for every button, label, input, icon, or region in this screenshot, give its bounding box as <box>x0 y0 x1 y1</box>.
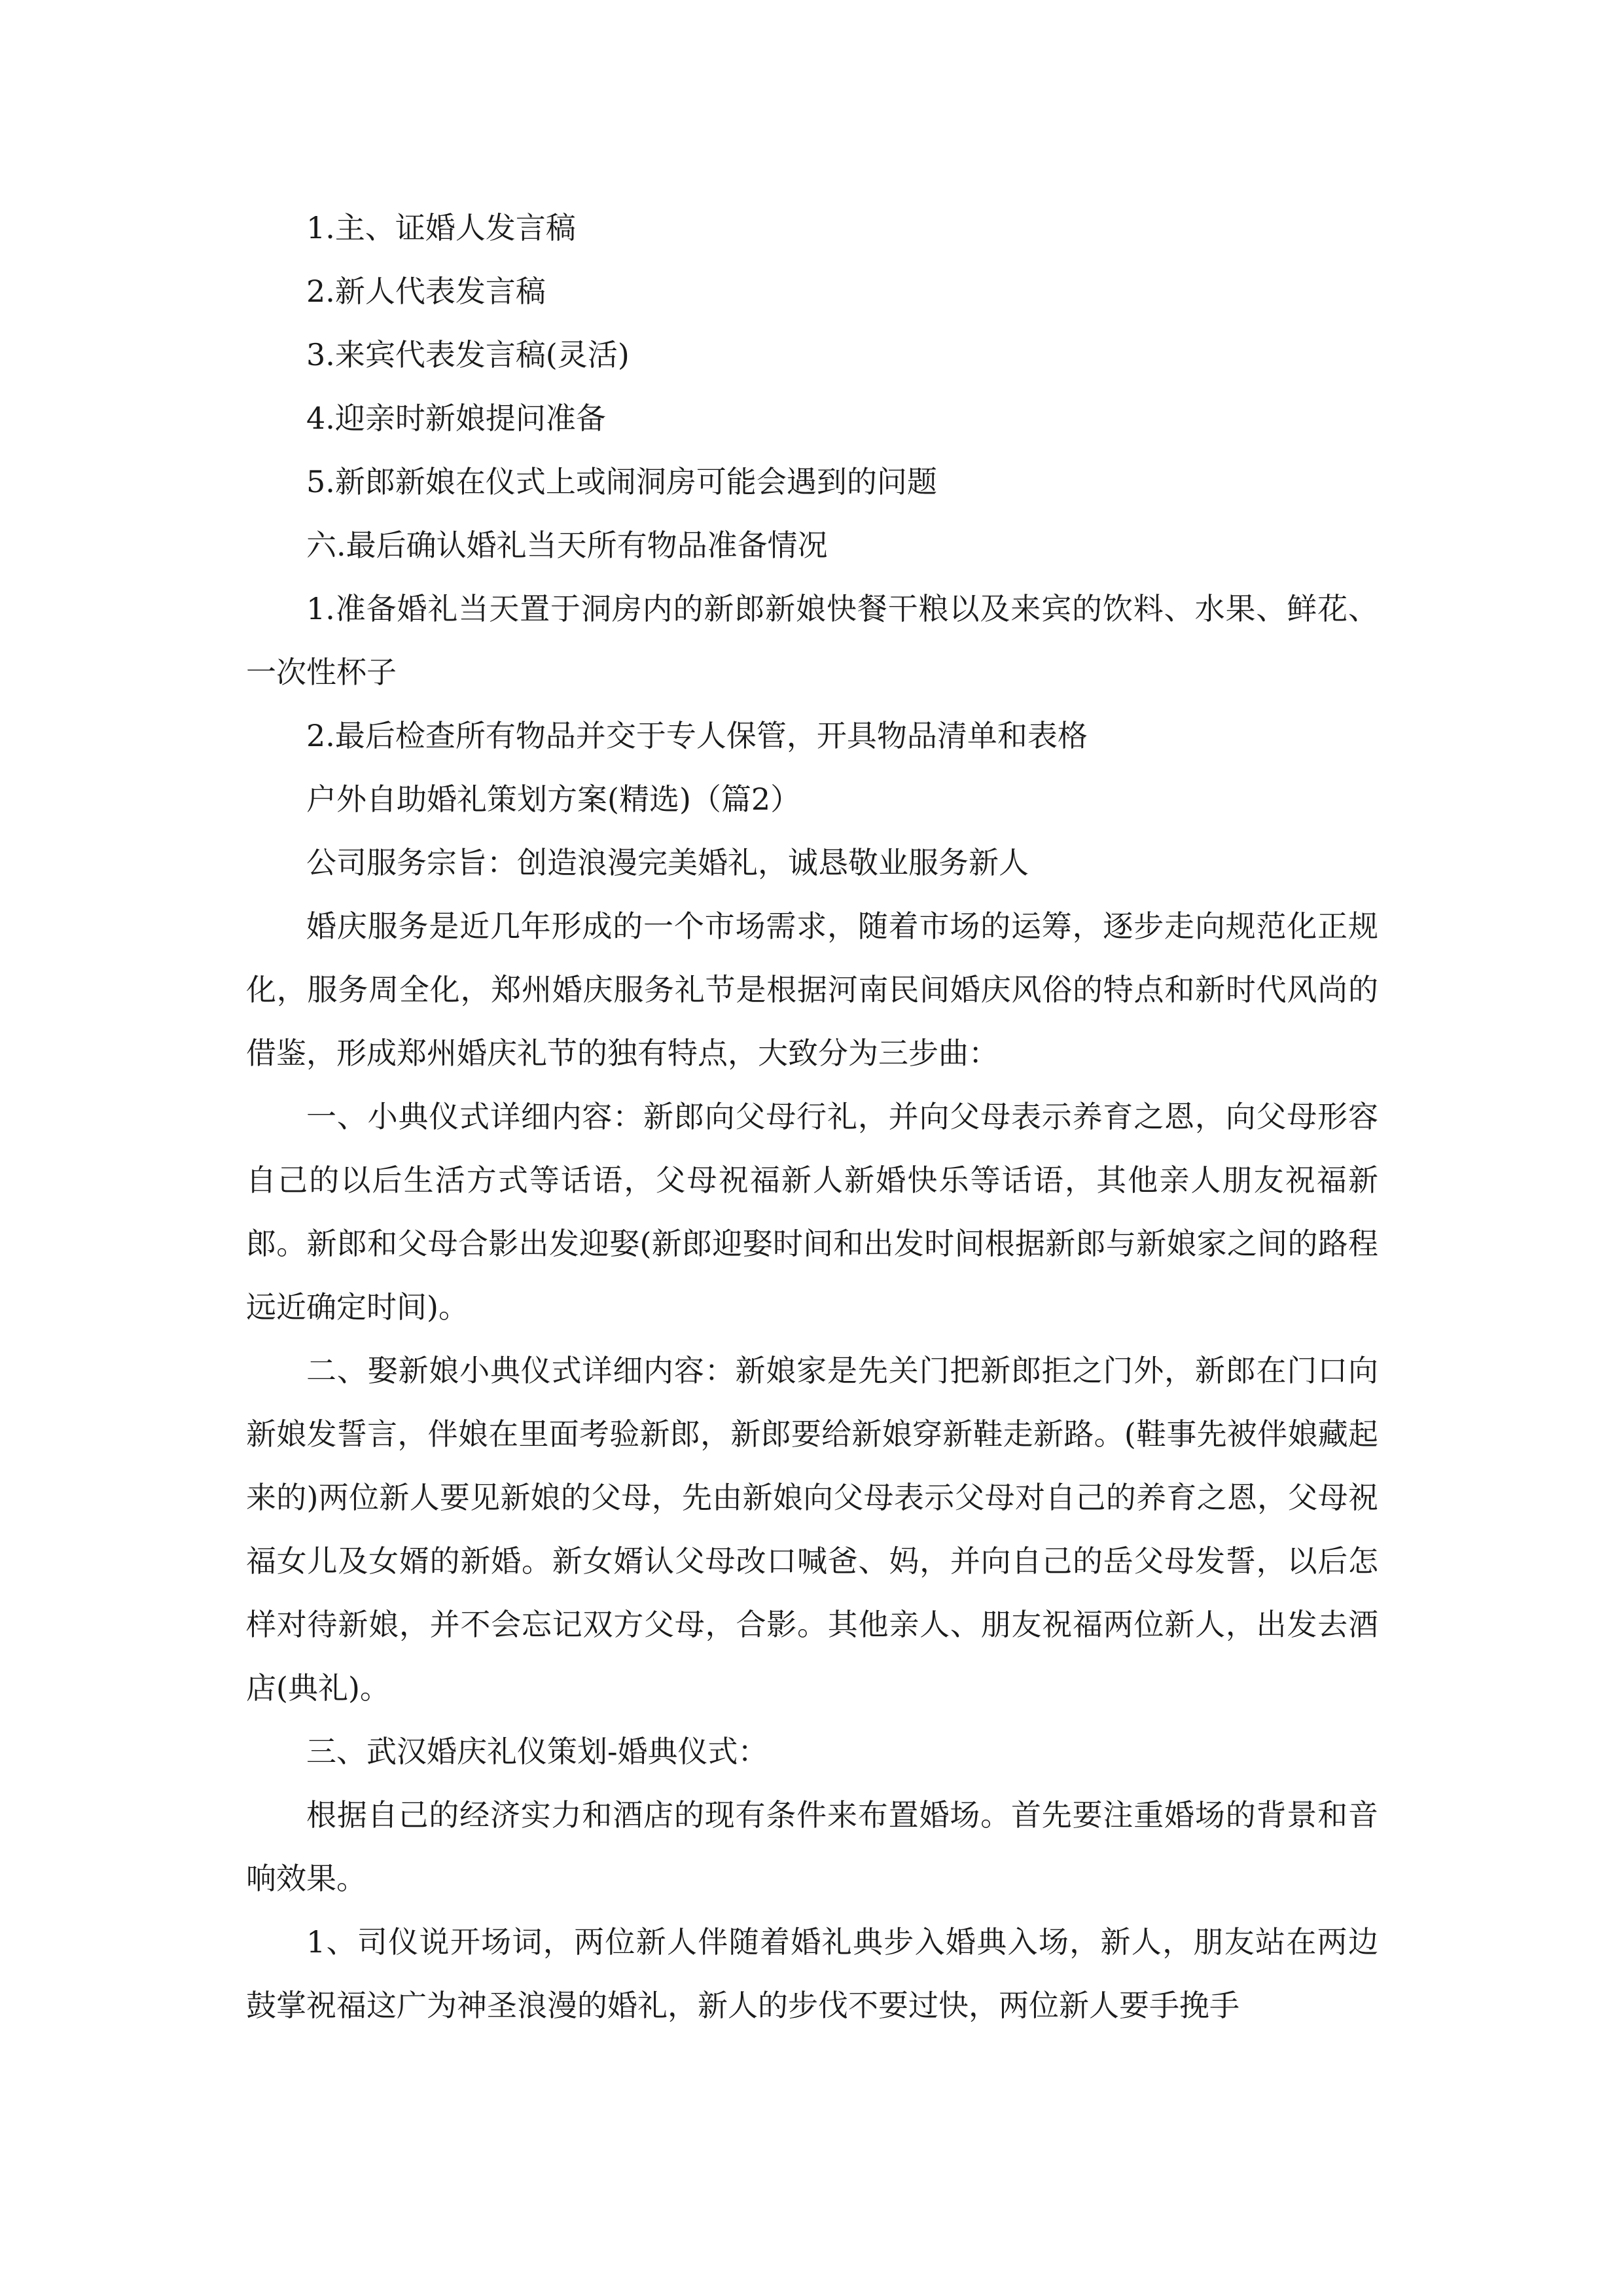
paragraph: 根据自己的经济实力和酒店的现有条件来布置婚场。首先要注重婚场的背景和音响效果。 <box>246 1797 1378 1896</box>
paragraph: 三、武汉婚庆礼仪策划-婚典仪式： <box>306 1734 768 1769</box>
paragraph: 5.新郎新娘在仪式上或闹洞房可能会遇到的问题 <box>306 464 937 499</box>
paragraph: 婚庆服务是近几年形成的一个市场需求，随着市场的运筹，逐步走向规范化正规化，服务周全化，郑州婚庆服务礼节是根据河南民间婚庆风俗的特点和新时代风尚的借鉴，形成郑州婚庆礼节的独有特点，大致分为三步曲： <box>246 908 1378 1071</box>
paragraph: 公司服务宗旨：创造浪漫完美婚礼，诚恳敬业服务新人 <box>306 845 1029 880</box>
paragraph: 1.主、证婚人发言稿 <box>306 210 576 245</box>
paragraph: 二、娶新娘小典仪式详细内容：新娘家是先关门把新郎拒之门外，新郎在门口向新娘发誓言，伴娘在里面考验新郎，新郎要给新娘穿新鞋走新路。(鞋事先被伴娘藏起来的)两位新人要见新娘的父母，先由新娘向父母表示父母对自己的养育之恩，父母祝福女儿及女婿的新婚。新女婿认父母改口喊爸、妈，并向自己的岳父母发誓，以后怎样对待新娘，并不会忘记双方父母，合影。其他亲人、朋友祝福两位新人，出发去酒店(典礼)。 <box>246 1353 1378 1706</box>
paragraph: 2.新人代表发言稿 <box>306 274 546 309</box>
paragraph: 3.来宾代表发言稿(灵活) <box>306 337 630 372</box>
paragraph: 1、司仪说开场词，两位新人伴随着婚礼典步入婚典入场，新人，朋友站在两边鼓掌祝福这广为神圣浪漫的婚礼，新人的步伐不要过快，两位新人要手挽手 <box>246 1924 1378 2023</box>
paragraph: 2.最后检查所有物品并交于专人保管，开具物品清单和表格 <box>306 718 1088 753</box>
paragraph: 1.准备婚礼当天置于洞房内的新郎新娘快餐干粮以及来宾的饮料、水果、鲜花、一次性杯子 <box>246 591 1378 690</box>
document-body <box>246 196 1378 2037</box>
paragraph: 一、小典仪式详细内容：新郎向父母行礼，并向父母表示养育之恩，向父母形容自己的以后生活方式等话语，父母祝福新人新婚快乐等话语，其他亲人朋友祝福新郎。新郎和父母合影出发迎娶(新郎迎娶时间和出发时间根据新郎与新娘家之间的路程远近确定时间)。 <box>246 1099 1378 1325</box>
section-heading: 户外自助婚礼策划方案(精选)（篇2） <box>306 781 801 817</box>
paragraph: 六.最后确认婚礼当天所有物品准备情况 <box>306 528 828 563</box>
paragraph: 4.迎亲时新娘提问准备 <box>306 401 606 436</box>
